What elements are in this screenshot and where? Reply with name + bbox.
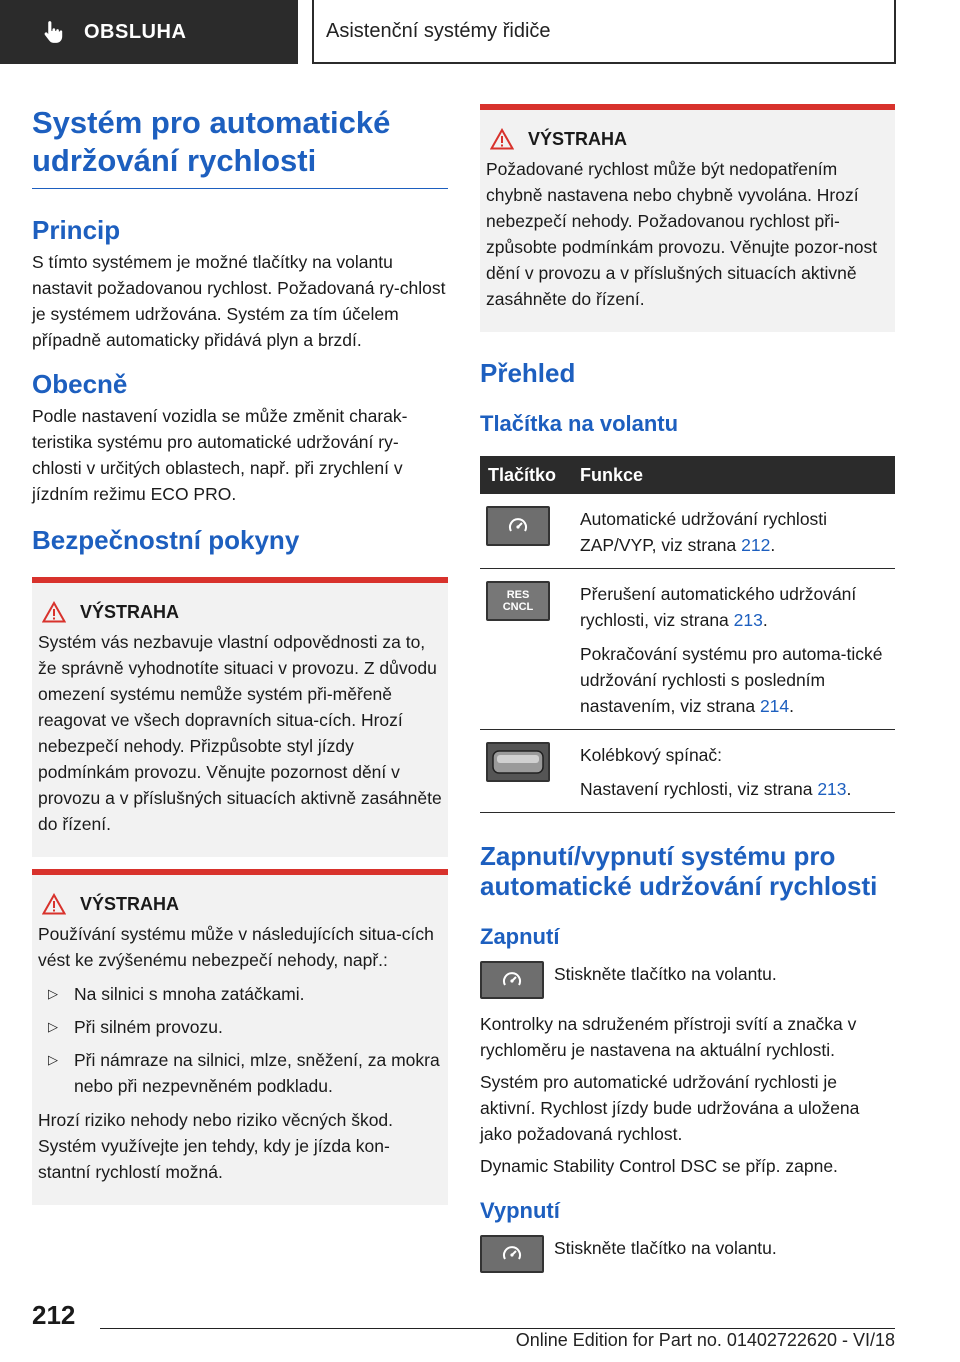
- prehled-heading: Přehled: [480, 358, 576, 388]
- list-item: [38, 981, 442, 1007]
- table-row: [480, 569, 895, 730]
- warning-box: [32, 869, 448, 1205]
- buttons-table: [480, 456, 895, 813]
- warning-title: [38, 893, 442, 915]
- zapnuti-paragraph: Systém pro automatické udržování rychlosti je aktivní. Rychlost jízdy bude udržována a uložena jako požadovaná rychlost.: [480, 1072, 860, 1144]
- table-header-button: Tlačítko: [480, 456, 572, 494]
- warning-triangle-icon: [42, 893, 66, 915]
- table-cell-icon: [480, 494, 572, 569]
- header-chapter: [312, 0, 896, 64]
- icon-label-cncl: CNCL: [502, 601, 534, 613]
- header-section-label: OBSLUHA: [84, 20, 187, 43]
- zapnuti-heading: Zapnutí: [480, 924, 560, 949]
- table-row: [480, 730, 895, 813]
- table-cell-icon: [480, 730, 572, 813]
- warning-title: [486, 128, 889, 150]
- table-cell-function: [572, 494, 895, 569]
- princip-heading: Princip: [32, 215, 121, 245]
- hand-icon: [40, 19, 66, 45]
- page-link[interactable]: 213: [817, 779, 847, 799]
- warning-text: Požadované rychlost může být nedopatřením chybně nastavena nebo chybně vyvolána. Hrozí nebezpečí nehody. Požadovanou rychlost při-způsobte podmínkám provozu. Věnujte pozor-nost dění v provozu a v příslušných situacích aktivně zasáhněte do řízení.: [486, 159, 878, 309]
- warning-title-text: VÝSTRAHA: [80, 893, 180, 914]
- vypnuti-heading: Vypnutí: [480, 1198, 560, 1223]
- page-link[interactable]: 212: [741, 535, 771, 555]
- zapnuti-paragraph: Kontrolky na sdruženém přístroji svítí a značka v rychloměru je nastavena na aktuální rychlosti.: [480, 1014, 857, 1060]
- warning-triangle-icon: [42, 601, 66, 623]
- left-column: [32, 104, 448, 1205]
- zapnuti-instruction: [480, 961, 895, 999]
- table-header-row: [480, 456, 895, 494]
- zapnuti-paragraph: Dynamic Stability Control DSC se příp. zapne.: [480, 1156, 838, 1176]
- table-cell-function: [572, 569, 895, 730]
- row-text: Automatické udržování rychlosti ZAP/VYP, viz strana: [580, 509, 828, 555]
- row-text-end: .: [789, 696, 795, 716]
- vypnuti-inline-text: Stiskněte tlačítko na volantu.: [554, 1238, 777, 1258]
- bullet-triangle-icon: ▷: [48, 1019, 58, 1034]
- header-chapter-label: Asistenční systémy řidiče: [326, 19, 551, 42]
- bullet-triangle-icon: ▷: [48, 1052, 58, 1067]
- onoff-heading: Zapnutí/vypnutí systému pro automatické udržování rychlosti: [480, 841, 878, 901]
- row-text-end: .: [770, 535, 776, 555]
- warning-box: [480, 104, 895, 332]
- princip-text: S tímto systémem je možné tlačítky na volantu nastavit požadovanou rychlost. Požadovaná ry-chlost je systémem udržována. Systém za tím účelem případně automaticky přidává plyn a brzdí.: [32, 252, 446, 350]
- footer-edition: Online Edition for Part no. 01402722620 - VI/18: [515, 1330, 895, 1350]
- header-section-tab: [0, 0, 298, 64]
- cruise-control-button-icon: [480, 961, 544, 999]
- warning-title-text: VÝSTRAHA: [80, 601, 180, 622]
- row-text-end: .: [846, 779, 852, 799]
- warning-title-text: VÝSTRAHA: [528, 128, 628, 149]
- page-link[interactable]: 213: [733, 610, 763, 630]
- right-column: [480, 104, 895, 1273]
- icon-label-res: RES: [506, 589, 530, 601]
- warning-box: [32, 577, 448, 857]
- list-item-text: Na silnici s mnoha zatáčkami.: [74, 984, 305, 1004]
- footer-divider: [100, 1328, 895, 1329]
- warning-text: Systém vás nezbavuje vlastní odpovědnosti za to, že správně vyhodnotíte situaci v provozu. Z důvodu omezení systému nemůže systém při-měřeně reagovat ve všech dopravních situa-cích. Hrozí nebezpečí nehody. Přizpůsobte styl jízdy podmínkám provozu. Věnujte pozornost dění v provozu a v příslušných situacích aktivně zasáhněte do řízení.: [38, 632, 442, 834]
- list-item: [38, 1014, 442, 1040]
- row-text: Kolébkový spínač:: [580, 745, 723, 765]
- table-row: [480, 494, 895, 569]
- table-header-function: Funkce: [572, 456, 895, 494]
- table-cell-function: [572, 730, 895, 813]
- obecne-text: Podle nastavení vozidla se může změnit charak-teristika systému pro automatické udržování ry-chlosti v určitých oblastech, např. při zrychlení v jízdním režimu ECO PRO.: [32, 406, 408, 504]
- cruise-control-button-icon: [486, 506, 550, 546]
- row-text-end: .: [762, 610, 768, 630]
- warning-outro: Hrozí riziko nehody nebo riziko věcných škod. Systém využívejte jen tehdy, kdy je jízda kon-stantní rychlostí možná.: [38, 1110, 394, 1182]
- warning-triangle-icon: [490, 128, 514, 150]
- zapnuti-inline-text: Stiskněte tlačítko na volantu.: [554, 964, 777, 984]
- table-cell-icon: [480, 569, 572, 730]
- list-item: [38, 1047, 442, 1099]
- row-text: Pokračování systému pro automa-tické udržování rychlosti s posledním nastavením, viz strana: [580, 644, 883, 716]
- cruise-control-button-icon: [480, 1235, 544, 1273]
- warning-intro: Používání systému může v následujících situa-cích vést ke zvýšenému nebezpečí nehody, např.:: [38, 924, 434, 970]
- list-item-text: Při námraze na silnici, mlze, sněžení, za mokra nebo při nezpevněném podkladu.: [74, 1050, 440, 1096]
- buttons-heading: Tlačítka na volantu: [480, 411, 679, 436]
- warning-title: [38, 601, 442, 623]
- res-cncl-button-icon: [486, 581, 550, 621]
- row-text: Přerušení automatického udržování rychlosti, viz strana: [580, 584, 857, 630]
- obecne-heading: Obecně: [32, 369, 128, 399]
- warning-list: [38, 981, 442, 1099]
- vypnuti-instruction: [480, 1235, 895, 1273]
- rocker-switch-icon: [486, 742, 550, 782]
- safety-heading: Bezpečnostní pokyny: [32, 525, 300, 555]
- row-text: Nastavení rychlosti, viz strana: [580, 779, 818, 799]
- page-title: Systém pro automatické udržování rychlosti: [32, 104, 448, 189]
- page-number: 212: [32, 1300, 76, 1330]
- page-link[interactable]: 214: [759, 696, 790, 716]
- list-item-text: Při silném provozu.: [74, 1017, 223, 1037]
- bullet-triangle-icon: ▷: [48, 986, 58, 1001]
